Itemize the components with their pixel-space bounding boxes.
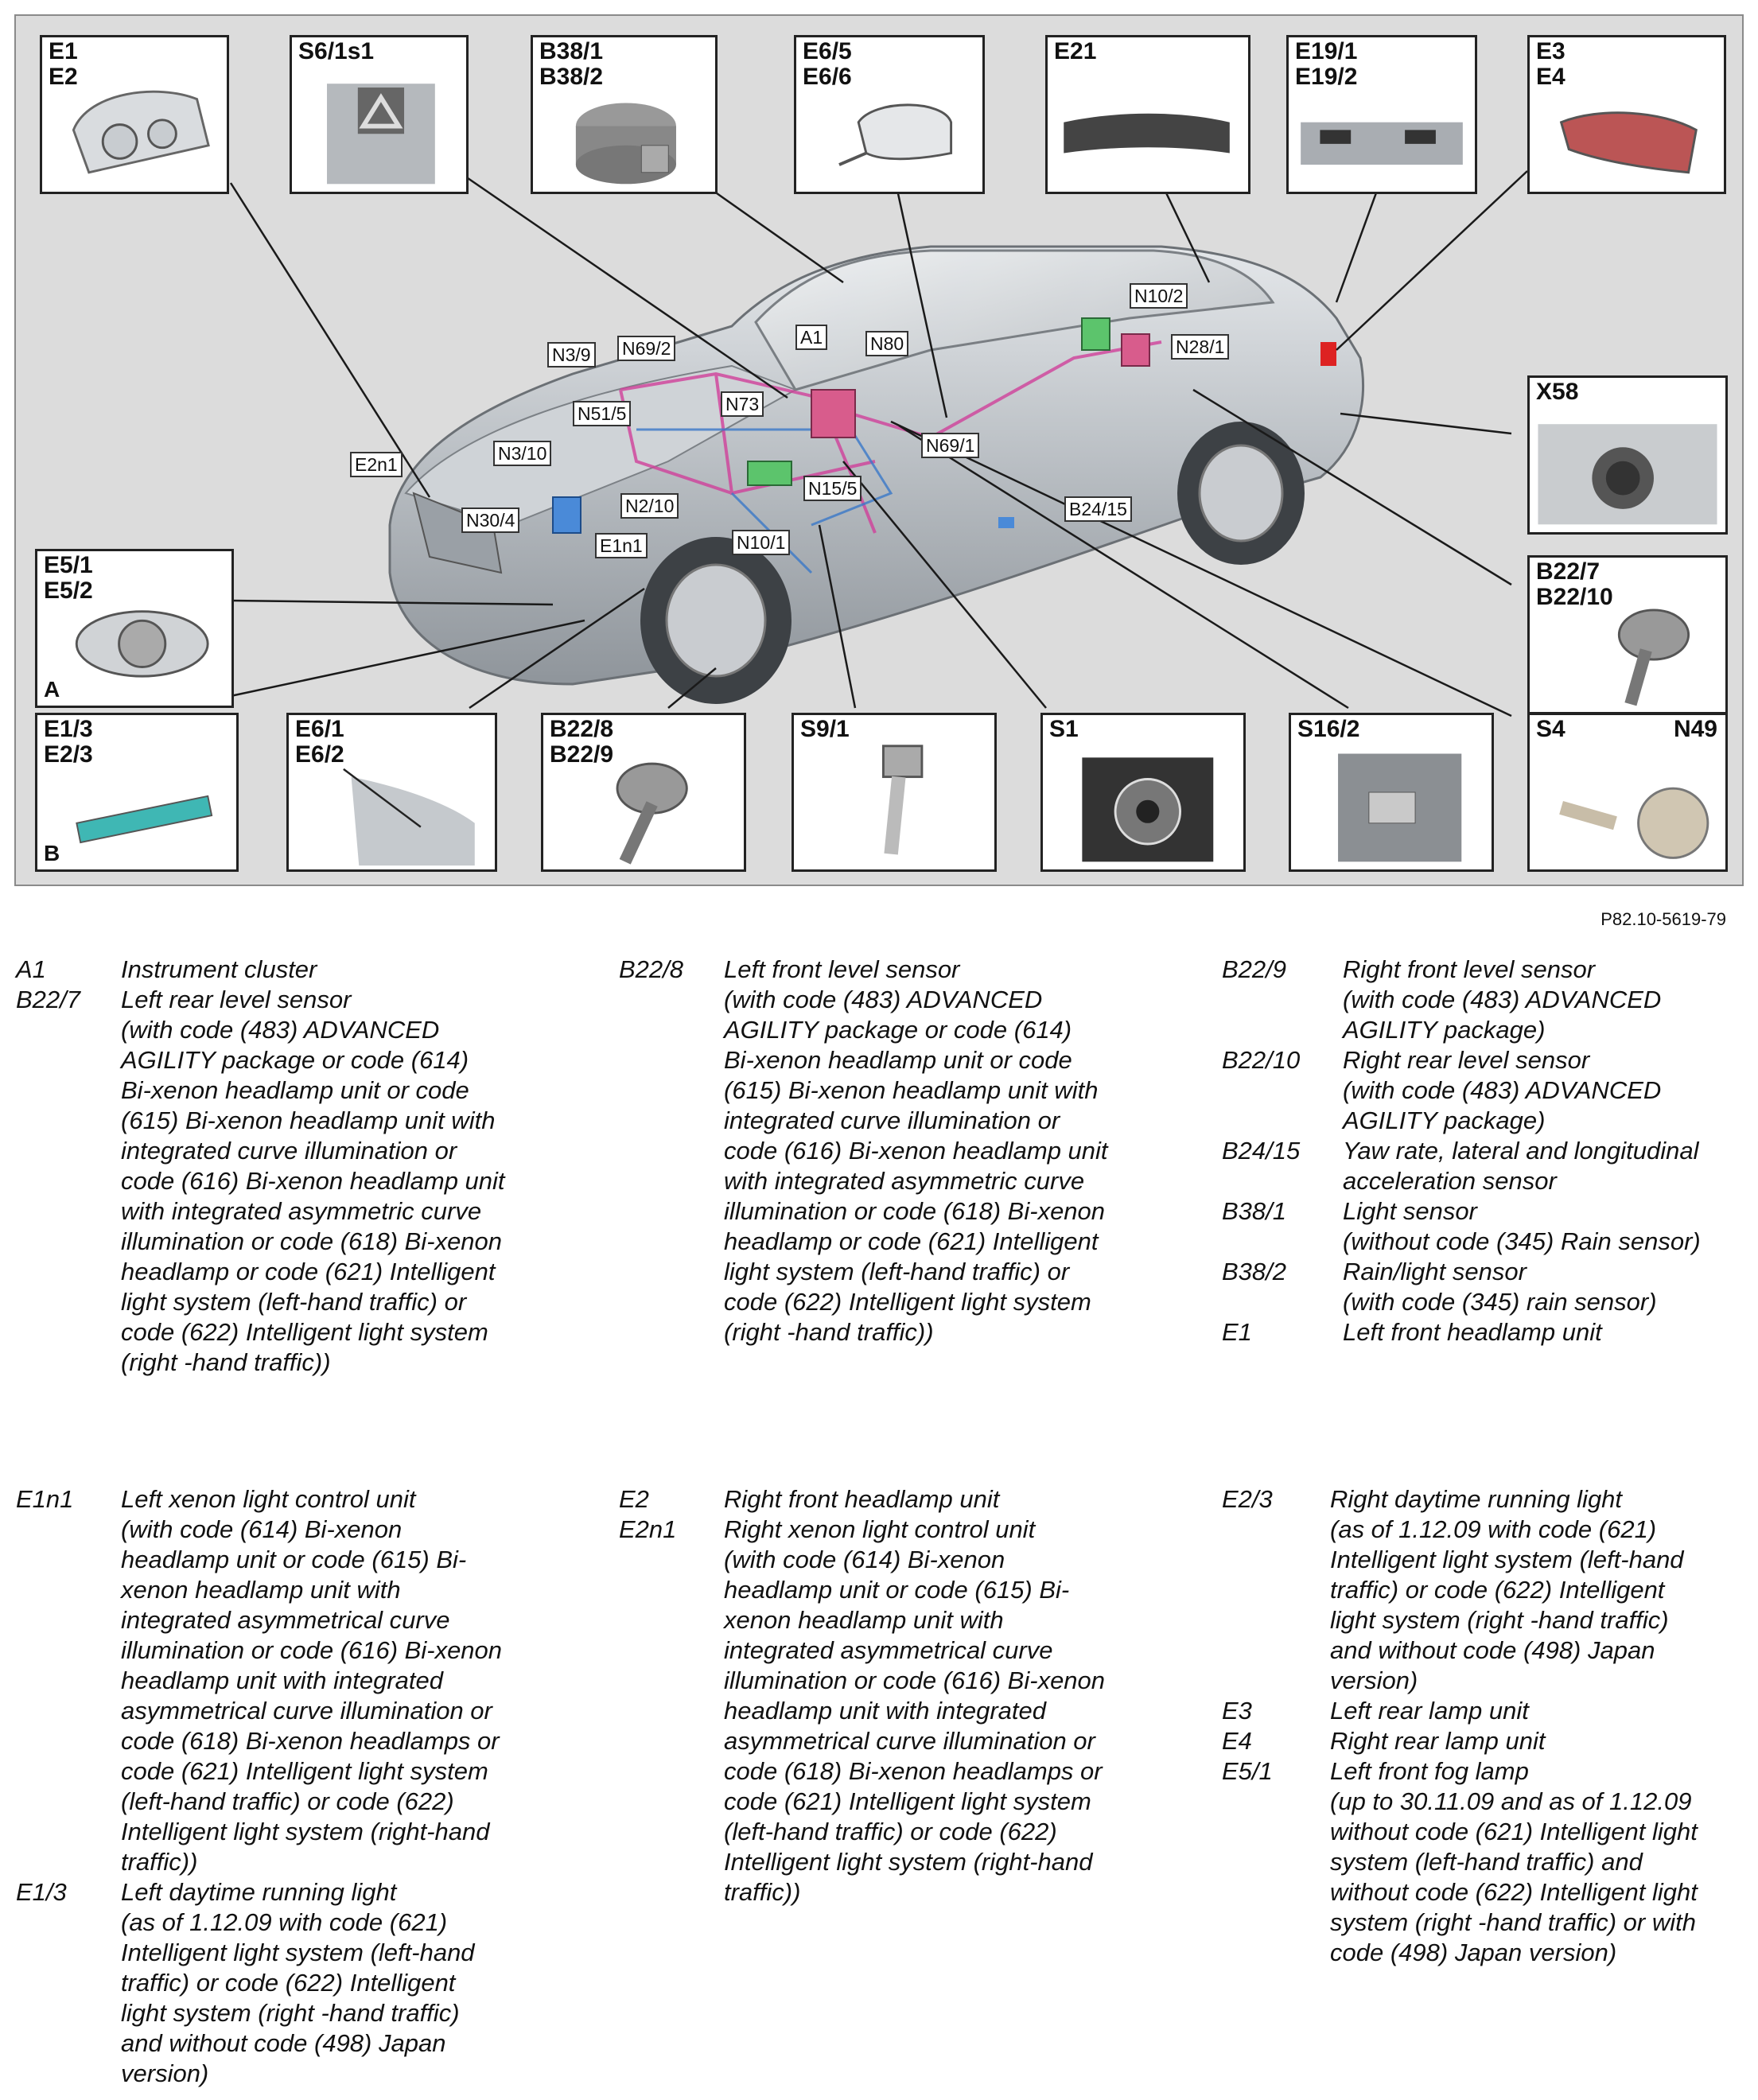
box-label: E5/1 E5/2 (44, 552, 93, 604)
legend-code: B38/1 (1222, 1197, 1287, 1225)
callout-e1n1: E1n1 (595, 533, 648, 558)
box-mirror-turn-signal-e6-1 (286, 713, 497, 872)
legend-description: Left rear level sensor (with code (483) ADVANCED AGILITY package or code (614) Bi-xenon headlamp unit or code (615) Bi-xenon headlamp unit with integrated curve illumination or code (616) Bi-xenon headlamp unit with integrated asymmetric curve illumination or code (618) Bi-xenon headlamp or code (621) Intelligent light system (left-hand traffic) or code (622) Intelligent light system (right -hand traffic)) (121, 986, 505, 1376)
legend-entry (1222, 1726, 1747, 1756)
legend-code: E2 (619, 1485, 649, 1513)
box-e19 (1286, 35, 1477, 194)
callout-n2-10: N2/10 (620, 493, 679, 519)
view-marker: B (44, 841, 60, 865)
box-light-sensor-b38 (531, 35, 718, 194)
legend-description: Left xenon light control unit (with code (614) Bi-xenon headlamp unit or code (615) Bi- xenon headlamp unit with integrated asymmetrical curve illumination or code (616) Bi-xenon headlamp unit with integrated asymmetrical curve illumination or code (618) Bi-xenon headlamps or code (621) Intelligent light system (left-hand traffic) or code (622) Intelligent light system (right-hand traffic)) (121, 1485, 503, 1876)
legend-description: Right front level sensor (with code (483) ADVANCED AGILITY package) (1343, 955, 1662, 1044)
legend-description: Left front level sensor (with code (483) ADVANCED AGILITY package or code (614) Bi-xenon headlamp unit or code (615) Bi-xenon headlamp unit with integrated curve illumination or code (616) Bi-xenon headlamp unit with integrated asymmetric curve illumination or code (618) Bi-xenon headlamp or code (621) Intelligent light system (left-hand traffic) or code (622) Intelligent light system (right -hand traffic)) (724, 955, 1108, 1346)
legend-description: Yaw rate, lateral and longitudinal acceleration sensor (1343, 1137, 1699, 1195)
box-daytime-light-e1-3 (35, 713, 239, 872)
callout-n73: N73 (721, 391, 764, 417)
box-label: E6/5 E6/6 (803, 38, 852, 90)
legend-entry (1222, 1196, 1747, 1257)
callout-b24-15: B24/15 (1064, 496, 1132, 522)
callout-n28-1: N28/1 (1171, 334, 1229, 360)
box-mirror-lamp-e6-5 (794, 35, 985, 194)
callout-n3-10: N3/10 (493, 441, 551, 466)
legend-column-3-top (1222, 955, 1747, 1348)
legend-description: Right front headlamp unit (724, 1485, 1000, 1513)
box-label: X58 (1536, 379, 1579, 405)
callout-n15-5: N15/5 (803, 476, 861, 501)
legend-code: B22/7 (16, 986, 81, 1013)
legend-code: E1n1 (16, 1485, 74, 1513)
figure-reference: P82.10-5619-79 (1600, 909, 1726, 929)
box-label: S9/1 (800, 716, 850, 742)
legend-entry (1222, 1136, 1747, 1196)
legend-entry (1222, 1045, 1747, 1136)
box-light-switch-s1 (1040, 713, 1246, 872)
component-location-diagram (14, 14, 1744, 886)
callout-n10-1: N10/1 (732, 530, 790, 555)
legend-column-1-bottom (16, 1484, 573, 2089)
legend-code: E2n1 (619, 1515, 677, 1543)
legend-entry (1222, 1317, 1747, 1348)
legend-description: Rain/light sensor (with code (345) rain sensor) (1343, 1258, 1657, 1316)
callout-n10-2: N10/2 (1130, 283, 1188, 309)
legend-description: Left rear lamp unit (1330, 1697, 1529, 1725)
legend-entry (619, 1484, 1176, 1515)
callout-n69-2: N69/2 (617, 336, 675, 361)
callout-n3-9: N3/9 (547, 342, 596, 368)
callout-a1: A1 (795, 325, 827, 350)
legend-entry (16, 955, 573, 985)
legend-entry (16, 1877, 573, 2089)
legend-description: Right daytime running light (as of 1.12.09 with code (621) Intelligent light system (left-hand traffic) or code (622) Intelligent light system (right -hand traffic) and without code (498) Japan version) (1330, 1485, 1684, 1694)
callout-n69-1: N69/1 (921, 433, 979, 458)
legend-entry (16, 985, 573, 1378)
legend-description: Left front fog lamp (up to 30.11.09 and as of 1.12.09 without code (621) Intelligent light system (left-hand traffic) and without code (622) Intelligent light system (right -hand traffic) or with code (498) Japan version) (1330, 1757, 1698, 1966)
box-rear-lamp-e3-e4 (1527, 35, 1726, 194)
legend-entry (1222, 1257, 1747, 1317)
legend-code: B24/15 (1222, 1137, 1301, 1165)
legend-entry (1222, 1484, 1747, 1696)
box-brake-switch-s9-1 (791, 713, 997, 872)
legend-code: B22/9 (1222, 955, 1287, 983)
legend-column-1-top (16, 955, 573, 1378)
legend-code: A1 (16, 955, 46, 983)
box-label: S4 (1536, 716, 1565, 742)
box-label: B38/1 B38/2 (539, 38, 604, 90)
box-label: B22/7 B22/10 (1536, 558, 1613, 610)
box-headlamp-e1-e2 (40, 35, 229, 194)
legend-code: E3 (1222, 1697, 1252, 1725)
legend-code: E1/3 (16, 1878, 67, 1906)
legend-code: E4 (1222, 1727, 1252, 1755)
box-label: S6/1s1 (298, 38, 375, 64)
box-label: B22/8 B22/9 (550, 716, 614, 768)
view-marker: A (44, 677, 60, 702)
box-e21 (1045, 35, 1250, 194)
box-level-sensor-b22-7 (1527, 555, 1728, 714)
legend-code: B22/8 (619, 955, 684, 983)
legend-column-3-bottom (1222, 1484, 1747, 1968)
legend-code: E1 (1222, 1318, 1252, 1346)
legend-code: B38/2 (1222, 1258, 1287, 1285)
box-label: E1 E2 (49, 38, 78, 90)
box-label: E1/3 E2/3 (44, 716, 93, 768)
box-combination-switch-s4-n49 (1527, 713, 1728, 872)
box-label: S16/2 (1297, 716, 1360, 742)
callout-e2n1: E2n1 (350, 452, 403, 477)
legend-entry (1222, 1756, 1747, 1968)
box-diagnostic-connector-x58 (1527, 375, 1728, 535)
box-label-right: N49 (1673, 716, 1717, 742)
legend-description: Left daytime running light (as of 1.12.09 with code (621) Intelligent light system (left-hand traffic) or code (622) Intelligent light system (right -hand traffic) and without code (498) Japan version) (121, 1878, 475, 2087)
box-level-sensor-b22-8 (541, 713, 746, 872)
box-fog-lamp-e5 (35, 549, 234, 708)
box-label: E19/1 E19/2 (1295, 38, 1358, 90)
box-label: E21 (1054, 38, 1097, 64)
callout-n30-4: N30/4 (461, 508, 519, 533)
legend-entry (1222, 1696, 1747, 1726)
legend-column-2-bottom (619, 1484, 1176, 1908)
legend-code: B22/10 (1222, 1046, 1301, 1074)
legend-entry (619, 955, 1176, 1348)
legend-description: Right rear level sensor (with code (483) ADVANCED AGILITY package) (1343, 1046, 1662, 1134)
box-label: E6/1 E6/2 (295, 716, 344, 768)
legend-code: E5/1 (1222, 1757, 1273, 1785)
box-label: E3 E4 (1536, 38, 1565, 90)
legend-column-2-top (619, 955, 1176, 1348)
box-hazard-switch-s6-1s1 (290, 35, 469, 194)
legend-entry (16, 1484, 573, 1877)
legend-description: Instrument cluster (121, 955, 317, 983)
legend-entry (1222, 955, 1747, 1045)
callout-n80: N80 (865, 331, 908, 356)
legend-code: E2/3 (1222, 1485, 1273, 1513)
legend-description: Light sensor (without code (345) Rain sensor) (1343, 1197, 1701, 1255)
box-label: S1 (1049, 716, 1079, 742)
box-s16-2 (1289, 713, 1494, 872)
legend-description: Right rear lamp unit (1330, 1727, 1546, 1755)
callout-n51-5: N51/5 (573, 401, 631, 426)
legend-description: Right xenon light control unit (with code (614) Bi-xenon headlamp unit or code (615) Bi- xenon headlamp unit with integrated asymmetrical curve illumination or code (616) Bi-xenon headlamp unit with integrated asymmetrical curve illumination or code (618) Bi-xenon headlamps or code (621) Intelligent light system (left-hand traffic) or code (622) Intelligent light system (right-hand traffic)) (724, 1515, 1106, 1906)
legend-description: Left front headlamp unit (1343, 1318, 1602, 1346)
legend-entry (619, 1515, 1176, 1908)
